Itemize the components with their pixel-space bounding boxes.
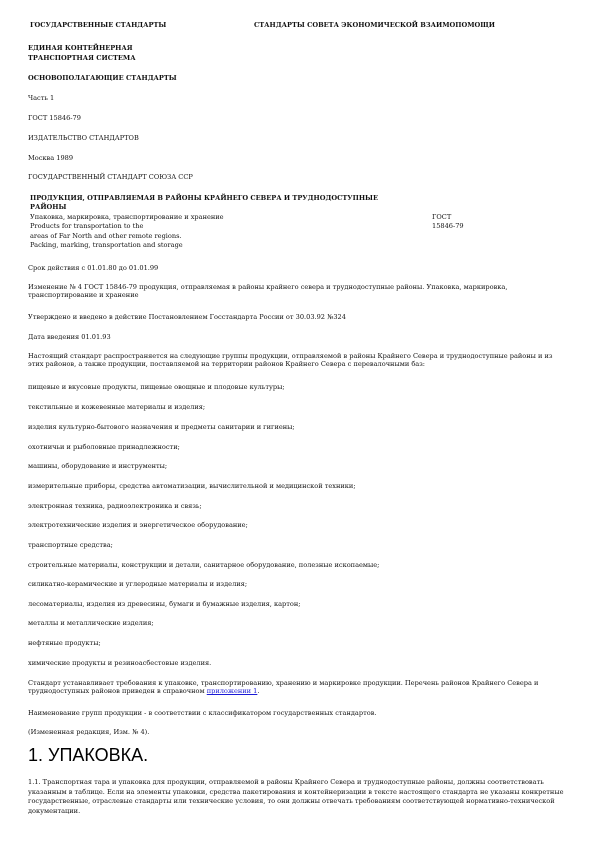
gost-code: ГОСТ 15846-79 — [28, 114, 81, 122]
amendment-paragraph: Изменение № 4 ГОСТ 15846-79 продукция, отправляемая в районы крайнего севера и труднодоступные районы. Упаковка, маркировка, транспортирование и хранение — [28, 283, 508, 300]
group-item: электронная техника, радиоэлектроника и связь; — [28, 502, 202, 510]
group-item: транспортные средства; — [28, 541, 113, 549]
requirements-text: Стандарт устанавливает требования к упаковке, транспортированию, хранению и маркировке продукции. Перечень районов Крайнего Севера и труднодоступных районов приведен в справочном — [28, 679, 539, 696]
system-title-line2: ТРАНСПОРТНАЯ СИСТЕМА — [28, 54, 136, 62]
header-left: ГОСУДАРСТВЕННЫЕ СТАНДАРТЫ — [30, 21, 167, 29]
appendix-1-link[interactable]: приложении 1 — [206, 687, 258, 696]
naming-note: Наименование групп продукции - в соответствии с классификатором государственных стандартов. — [28, 709, 377, 717]
effective-date: Дата введения 01.01.93 — [28, 333, 111, 341]
group-item: изделия культурно-бытового назначения и предметы санитарии и гигиены; — [28, 423, 295, 431]
requirements-end: . — [257, 687, 260, 696]
group-item: силикатно-керамические и углеродные материалы и изделия; — [28, 580, 248, 588]
requirements-paragraph — [28, 679, 568, 696]
validity-line: Срок действия с 01.01.80 до 01.01.99 — [28, 264, 159, 272]
group-item: машины, оборудование и инструменты; — [28, 462, 168, 470]
approval-line: Утверждено и введено в действие Постановлением Госстандарта России от 30.03.92 №324 — [28, 313, 346, 321]
clause-1-1: 1.1. Транспортная тара и упаковка для продукции, отправляемой в районы Крайнего Севера и труднодоступные районы, должны соответствовать указанным в таблице. Если на элементы упаковки, средства пакетирования и контейнеризации в тексте настоящего стандарта не указаны конкретные государственные, отраслевые стандарты или технические условия, то они должны отвечать требованиям соответствующей нормативно-технической документации. — [28, 778, 564, 815]
standard-en-line3: Packing, marking, transportation and storage — [30, 241, 183, 249]
group-item: металлы и металлические изделия; — [28, 619, 154, 627]
group-item: пищевые и вкусовые продукты, пищевые овощные и плодовые культуры; — [28, 383, 285, 391]
standard-title-line1: ПРОДУКЦИЯ, ОТПРАВЛЯЕМАЯ В РАЙОНЫ КРАЙНЕГО СЕВЕРА И ТРУДНОДОСТУПНЫЕ — [30, 194, 378, 202]
header-right: СТАНДАРТЫ СОВЕТА ЭКОНОМИЧЕСКОЙ ВЗАИМОПОМОЩИ — [254, 21, 496, 29]
group-item: электротехнические изделия и энергетическое оборудование; — [28, 521, 248, 529]
front-subtitle: ОСНОВОПОЛАГАЮЩИЕ СТАНДАРТЫ — [28, 74, 177, 82]
gost-label: ГОСТ — [432, 213, 452, 221]
group-item: нефтяные продукты; — [28, 639, 101, 647]
group-item: охотничьи и рыболовные принадлежности; — [28, 443, 180, 451]
standard-ru-subtitle: Упаковка, маркировка, транспортирование и хранение — [30, 213, 224, 221]
group-item: измерительные приборы, средства автоматизации, вычислительной и медицинской техники; — [28, 482, 356, 490]
group-item: строительные материалы, конструкции и детали, санитарное оборудование, полезные ископаемые; — [28, 561, 380, 569]
city-year: Москва 1989 — [28, 154, 74, 162]
gost-number: 15846-79 — [432, 222, 464, 230]
system-title-line1: ЕДИНАЯ КОНТЕЙНЕРНАЯ — [28, 44, 133, 52]
group-item: текстильные и кожевенные материалы и изделия; — [28, 403, 206, 411]
part-label: Часть 1 — [28, 94, 55, 102]
standard-en-line1: Products for transportation to the — [30, 222, 144, 230]
group-item: лесоматериалы, изделия из древесины, бумаги и бумажные изделия, картон; — [28, 600, 301, 608]
edition-note: (Измененная редакция, Изм. № 4). — [28, 728, 150, 736]
standard-header: ГОСУДАРСТВЕННЫЙ СТАНДАРТ СОЮЗА ССР — [28, 173, 193, 181]
publisher: ИЗДАТЕЛЬСТВО СТАНДАРТОВ — [28, 134, 139, 142]
section-heading: 1. УПАКОВКА. — [28, 745, 149, 765]
standard-title-line2: РАЙОНЫ — [30, 203, 67, 211]
standard-en-line2: areas of Far North and other remote regions. — [30, 232, 182, 240]
group-item: химические продукты и резиноасбестовые изделия. — [28, 659, 212, 667]
scope-intro: Настоящий стандарт распространяется на следующие группы продукции, отправляемой в районы Крайнего Севера и труднодоступные районы и из этих районов, а также продукции, поставляемой на территории районов Крайнего Севера с перевалочными баз: — [28, 352, 553, 369]
